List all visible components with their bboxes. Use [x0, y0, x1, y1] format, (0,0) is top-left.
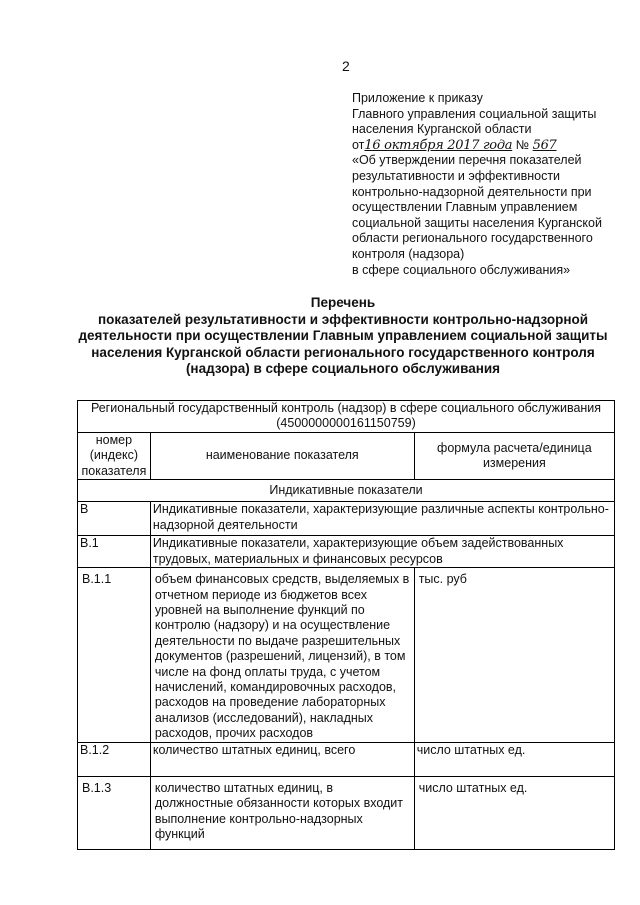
section-title: Региональный государственный контроль (надзор) в сфере социального обслуживания	[90, 401, 602, 415]
group-title: Индикативные показатели	[78, 480, 615, 502]
table-row	[78, 568, 615, 742]
title-heading: Перечень	[310, 295, 376, 310]
order-title-line: контрольно-надзорной деятельности при	[352, 184, 592, 199]
column-header-name: наименование показателя	[150, 433, 414, 480]
number-sign: №	[515, 137, 530, 152]
document-title	[60, 295, 626, 378]
appendix-line: Приложение к приказу	[352, 91, 483, 105]
date-prefix: от	[352, 137, 365, 152]
row-unit: число штатных ед.	[414, 742, 614, 776]
row-name: объем финансовых средств, выделяемых в отчетном периоде из бюджетов всех уровней на выполнение функций по контролю (надзору) и на осуществление деятельности по выдаче разрешительных документов (разрешений, лицензий), в том числе на фонд оплаты труда, с учетом начислений, командировочных расходов, расходов на проведение лабораторных анализов (исследований), накладных расходов, прочих расходов	[150, 568, 414, 742]
appendix-line: Главного управления социальной защиты	[352, 106, 597, 121]
order-title-line: результативности и эффективности	[352, 168, 561, 183]
row-name: количество штатных единиц, в должностные обязанности которых входит выполнение контрольно-надзорных функций	[150, 776, 414, 849]
row-index: В	[78, 502, 151, 536]
table-row	[78, 536, 615, 568]
table-row	[78, 502, 615, 536]
title-line: населения Курганской области регионального государственного контроля	[91, 344, 595, 360]
column-header-row	[78, 433, 615, 480]
order-title-line: осуществлении Главным управлением	[352, 200, 578, 215]
title-line: показателей результативности и эффективности контрольно-надзорной	[97, 311, 589, 327]
column-header-index: номер (индекс) показателя	[78, 433, 151, 480]
section-header-row	[78, 401, 615, 433]
table-row	[78, 776, 615, 849]
row-index: В.1.3	[78, 776, 151, 849]
row-name: Индикативные показатели, характеризующие различные аспекты контрольно-надзорной деятельности	[150, 502, 614, 536]
order-title-line: контроля (надзора)	[352, 246, 465, 261]
order-title-line: в сфере социального обслуживания»	[352, 262, 571, 277]
row-name: количество штатных единиц, всего	[150, 742, 414, 776]
indicators-table	[77, 400, 615, 850]
order-date-line	[352, 138, 632, 154]
section-code: (4500000000161150759)	[276, 416, 416, 431]
column-header-unit: формула расчета/единица измерения	[414, 433, 614, 480]
page-number: 2	[342, 58, 350, 74]
section-header-cell	[78, 401, 615, 433]
row-unit: тыс. руб	[414, 568, 614, 742]
row-name: Индикативные показатели, характеризующие объем задействованных трудовых, материальных и финансовых ресурсов	[150, 536, 614, 568]
row-index: В.1	[78, 536, 151, 568]
handwritten-date: 16 октября 2017 года	[364, 137, 513, 153]
order-title-line: области регионального государственного	[352, 231, 593, 246]
order-title-line: «Об утверждении перечня показателей	[352, 153, 582, 168]
handwritten-number: 567	[532, 137, 557, 153]
row-index: В.1.2	[78, 742, 151, 776]
appendix-line: населения Курганской области	[352, 122, 532, 137]
row-unit: число штатных ед.	[414, 776, 614, 849]
order-title-line: социальной защиты населения Курганской	[352, 215, 602, 230]
group-row	[78, 480, 615, 502]
title-line: деятельности при осуществлении Главным управлением социальной защиты	[78, 328, 608, 343]
title-line: (надзора) в сфере социального обслуживания	[185, 361, 501, 376]
row-index: В.1.1	[78, 568, 151, 742]
appendix-block	[352, 91, 632, 278]
table-row	[78, 742, 615, 776]
